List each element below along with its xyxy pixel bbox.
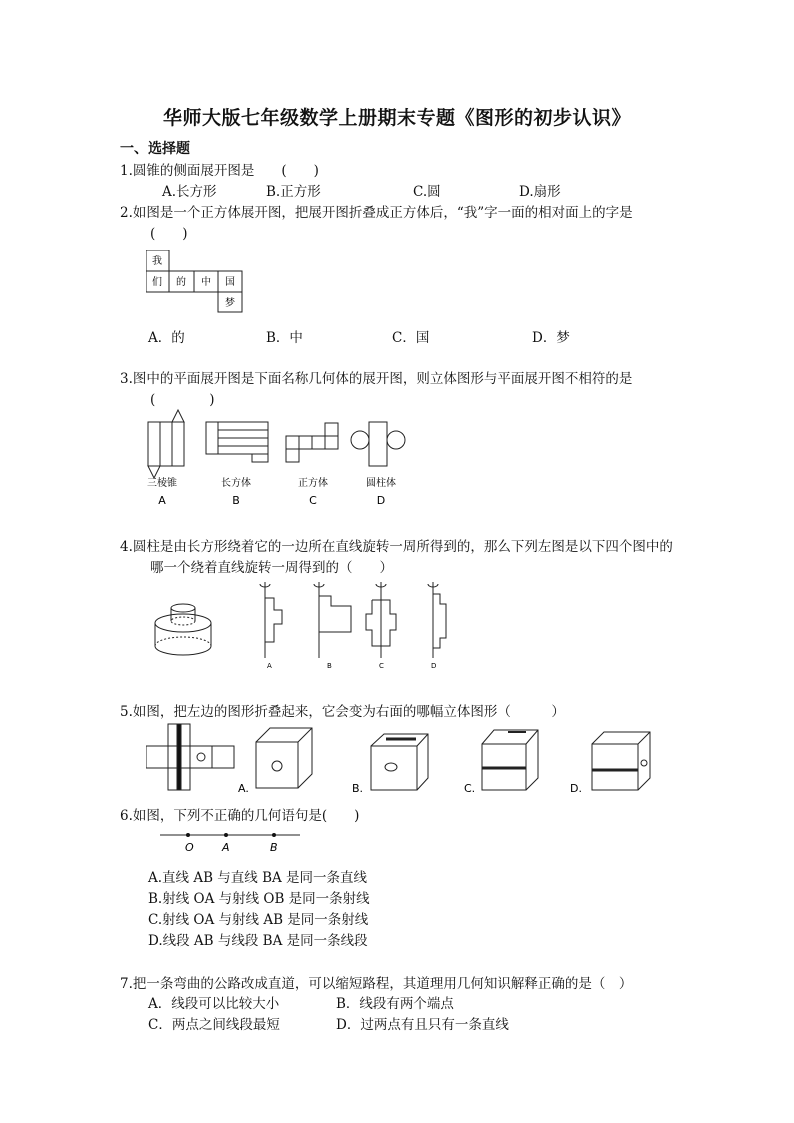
cube-b [371, 734, 428, 790]
net-c-cube [286, 423, 338, 462]
fig-name-b: 长方体 [221, 478, 251, 489]
q1-option-d[interactable]: D.扇形 [519, 184, 561, 200]
fold-letter-c[interactable]: C. [464, 782, 476, 795]
rotation-figure [148, 576, 448, 672]
q6-option-a[interactable]: A.直线 AB 与直线 BA 是同一条直线 [148, 870, 368, 886]
q1-option-c[interactable]: C.圆 [413, 184, 441, 200]
q6-option-c[interactable]: C.射线 OA 与射线 AB 是同一条射线 [148, 912, 369, 928]
rot-letter-d[interactable]: D [431, 662, 437, 670]
cube-a [256, 728, 312, 788]
fold-figure [146, 722, 666, 796]
rotation-options [260, 582, 446, 658]
section-heading: 一、选择题 [120, 141, 190, 157]
fold-letter-b[interactable]: B. [352, 782, 364, 795]
cube-c [482, 730, 538, 790]
cube-net-figure [146, 250, 246, 314]
q6-option-b[interactable]: B.射线 OA 与射线 OB 是同一条射线 [148, 891, 370, 907]
question-7-stem: 7.把一条弯曲的公路改成直道，可以缩短路程，其道理用几何知识解释正确的是（ ） [120, 976, 633, 992]
question-6-stem: 6.如图，下列不正确的几何语句是( ) [120, 808, 360, 824]
net-char-2: 们 [152, 277, 162, 288]
net-char-1: 我 [152, 256, 162, 267]
q2-option-b[interactable]: B．中 [266, 330, 303, 346]
point-b [272, 833, 276, 837]
fig-name-d: 圆柱体 [366, 478, 396, 489]
question-4-stem: 4.圆柱是由长方形绕着它的一边所在直线旋转一周所得到的，那么下列左图是以下四个图中的 [120, 539, 673, 555]
fold-letter-a[interactable]: A. [238, 782, 249, 795]
fig-name-a: 三棱锥 [147, 478, 177, 489]
label-o: O [185, 841, 194, 854]
net-char-4: 中 [201, 277, 211, 288]
rot-letter-a[interactable]: A [267, 662, 272, 670]
q2-option-d[interactable]: D．梦 [532, 330, 570, 346]
net-char-3: 的 [176, 277, 186, 288]
question-4-stem-cont: 哪一个绕着直线旋转一周得到的（ ） [150, 560, 393, 576]
question-3-stem: 3.图中的平面展开图是下面名称几何体的展开图，则立体图形与平面展开图不相符的是 [120, 371, 633, 387]
q6-option-d[interactable]: D.线段 AB 与线段 BA 是同一条线段 [148, 933, 368, 949]
fig-letter-c[interactable]: C [309, 494, 317, 507]
q7-option-a[interactable]: A．线段可以比较大小 [148, 996, 280, 1012]
q7-option-b[interactable]: B．线段有两个端点 [336, 996, 454, 1012]
q2-option-c[interactable]: C．国 [392, 330, 430, 346]
nets-figure [140, 408, 420, 512]
rot-letter-c[interactable]: C [379, 662, 384, 670]
net-char-5: 国 [225, 277, 235, 288]
q7-option-c[interactable]: C．两点之间线段最短 [148, 1017, 280, 1033]
fig-letter-a[interactable]: A [158, 494, 166, 507]
q1-option-a[interactable]: A.长方形 [162, 184, 217, 200]
rot-letter-b[interactable]: B [327, 662, 332, 670]
net-b-cuboid [206, 422, 268, 462]
stacked-cylinder [155, 604, 211, 655]
net-char-6: 梦 [225, 298, 235, 309]
question-2-stem: 2.如图是一个正方体展开图，把展开图折叠成正方体后，“我”字一面的相对面上的字是 [120, 205, 633, 221]
question-5-stem: 5.如图，把左边的图形折叠起来，它会变为右面的哪幅立体图形（ ） [120, 704, 565, 720]
point-o [186, 833, 190, 837]
q7-option-d[interactable]: D．过两点有且只有一条直线 [336, 1017, 509, 1033]
fig-letter-d[interactable]: D [376, 494, 386, 507]
point-a [224, 833, 228, 837]
q2-option-a[interactable]: A．的 [148, 330, 185, 346]
question-3-stem-cont: ( ) [150, 392, 215, 408]
net-d-cylinder [351, 422, 405, 466]
cross-net [146, 724, 234, 790]
question-2-stem-cont: ( ) [150, 226, 188, 242]
net-a-prism [148, 410, 184, 478]
number-line-figure [156, 828, 306, 854]
label-b: B [270, 841, 278, 854]
question-1-stem: 1.圆锥的侧面展开图是 ( ) [120, 163, 319, 179]
cube-d [592, 732, 650, 790]
fig-name-c: 正方体 [298, 478, 328, 489]
label-a: A [222, 841, 230, 854]
fig-letter-b[interactable]: B [232, 494, 240, 507]
q1-option-b[interactable]: B.正方形 [266, 184, 321, 200]
fold-letter-d[interactable]: D. [570, 782, 582, 795]
page-title: 华师大版七年级数学上册期末专题《图形的初步认识》 [162, 107, 631, 129]
